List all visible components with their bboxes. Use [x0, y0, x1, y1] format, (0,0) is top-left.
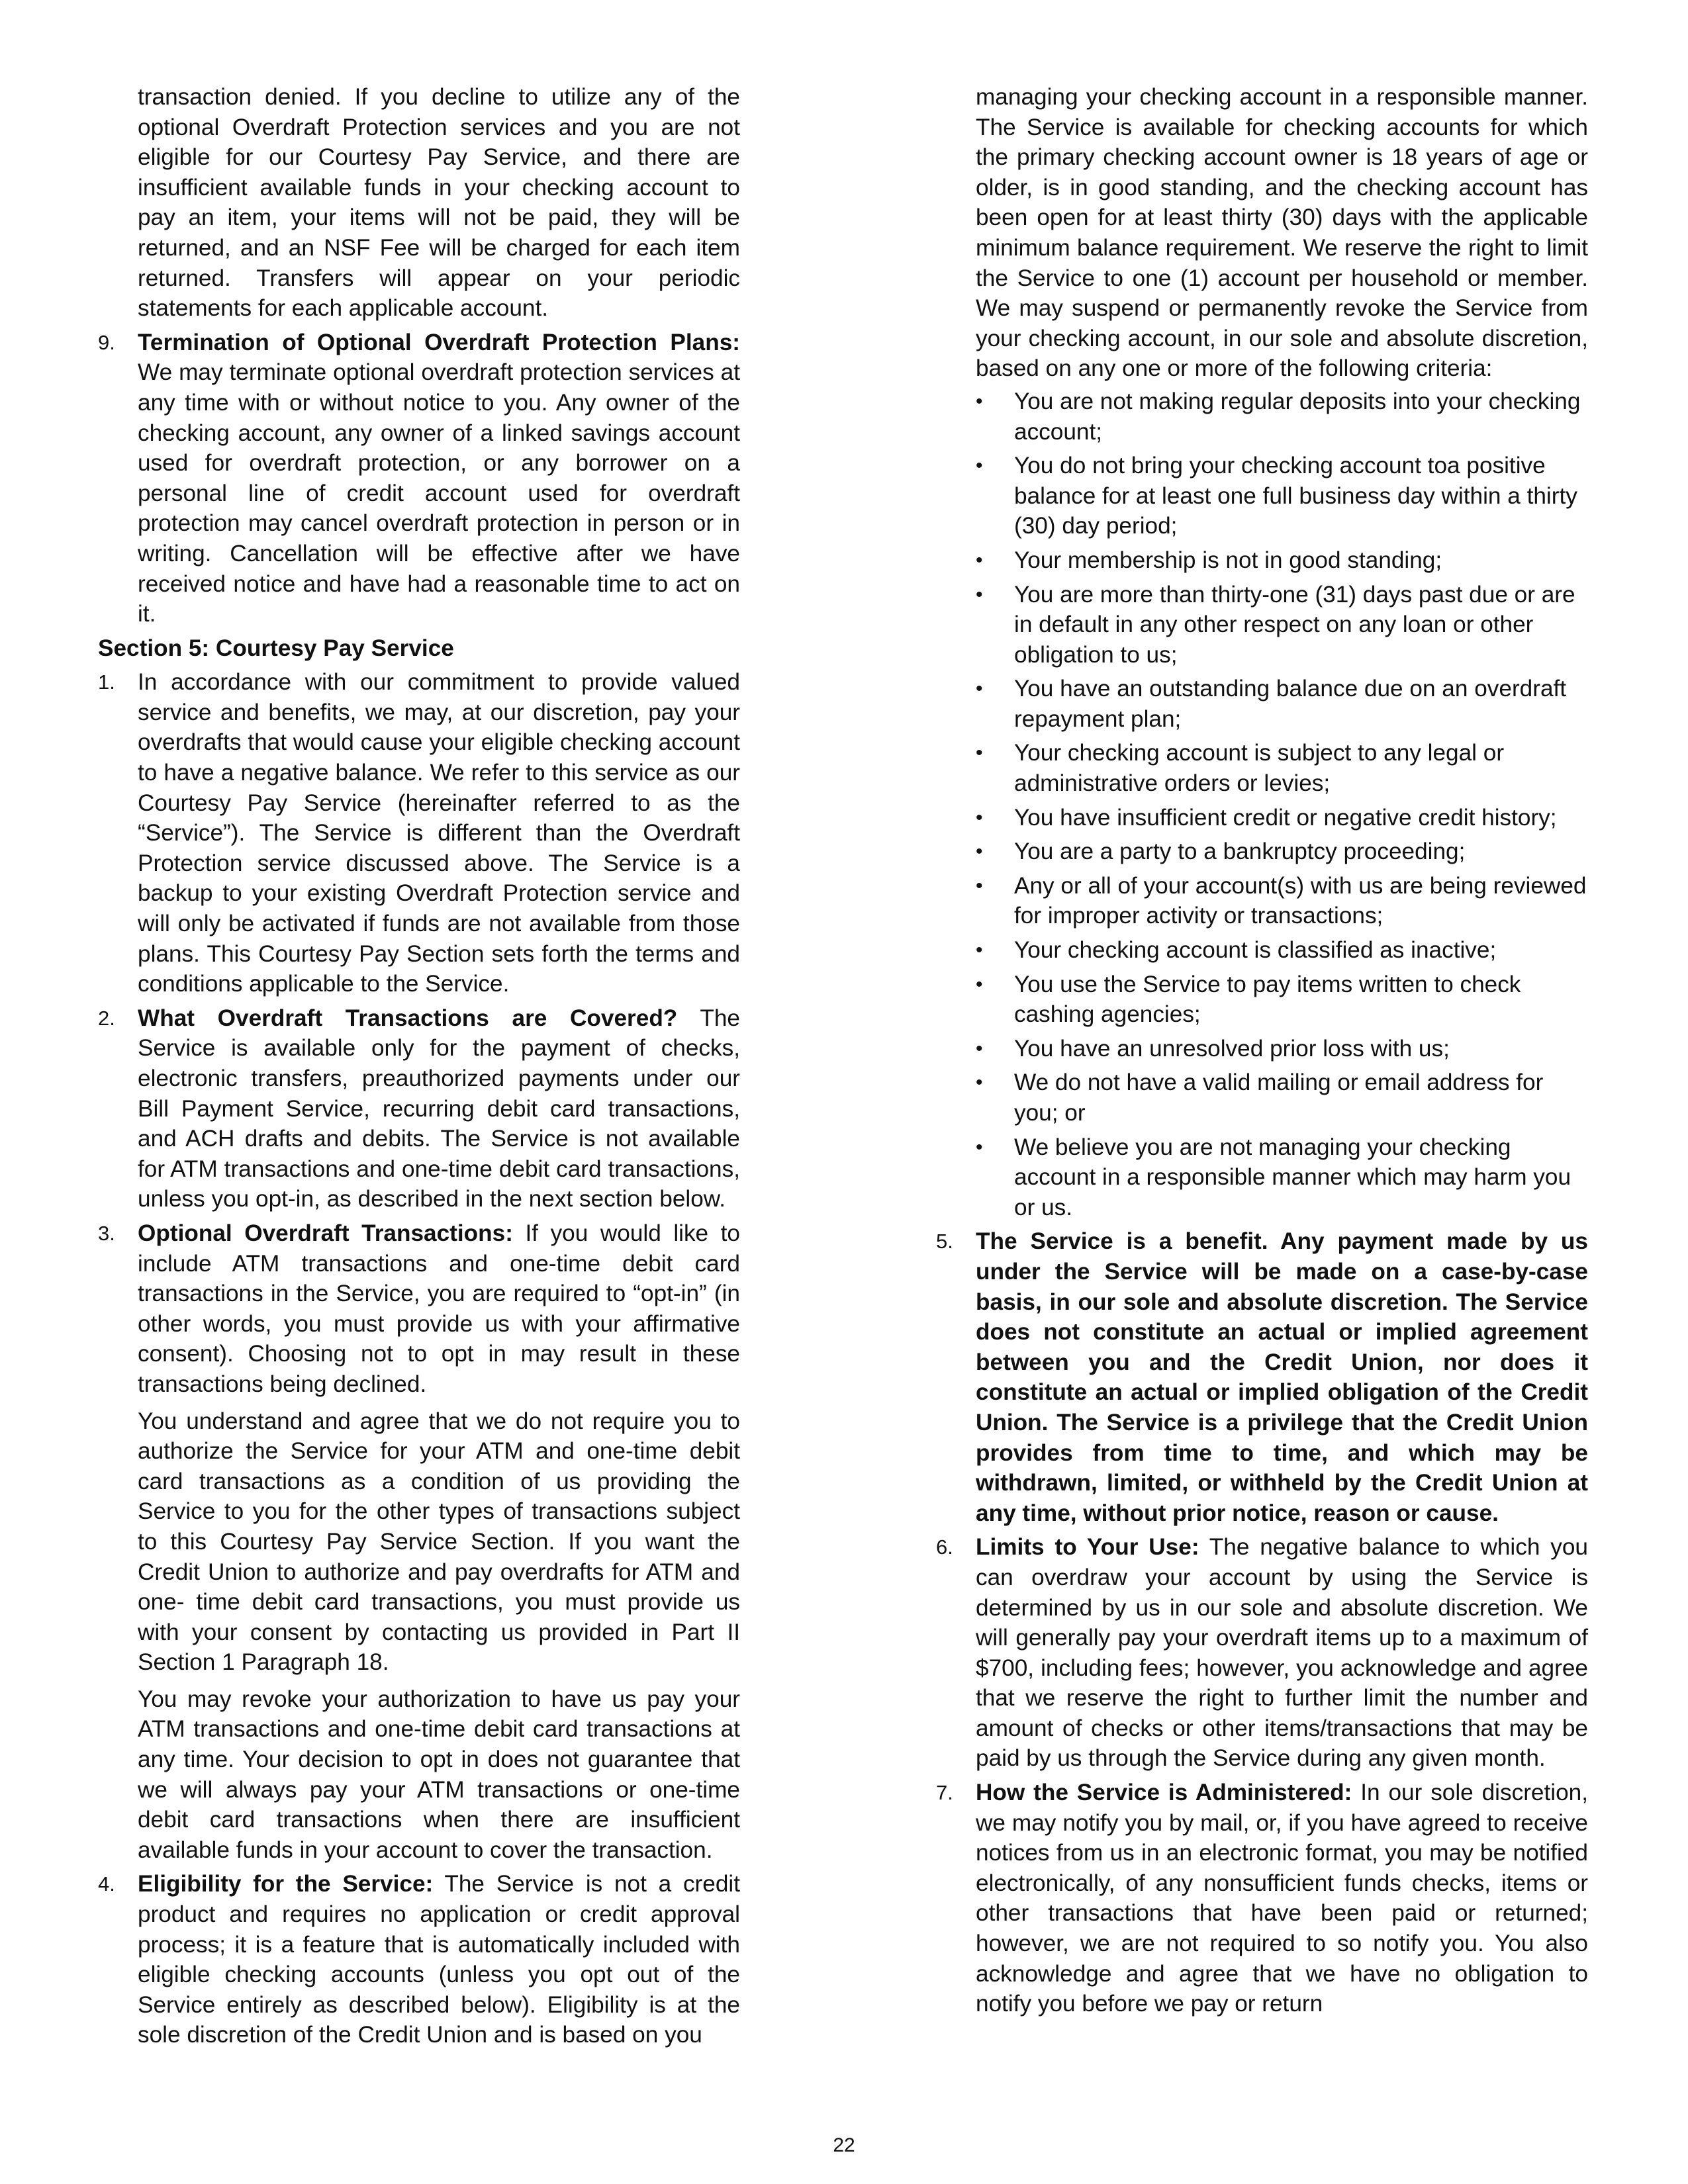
bullet-icon: • — [976, 1071, 983, 1094]
item-5-benefit — [936, 1226, 1588, 1528]
list-item-text: You are a party to a bankruptcy proceeding; — [1014, 839, 1466, 865]
item-number: 3. — [98, 1221, 115, 1245]
section-heading: Section 5: Courtesy Pay Service — [98, 635, 454, 661]
bullet-icon: • — [976, 973, 983, 995]
list-item-text: Any or all of your account(s) with us are being reviewed for improper activity or transactions; — [1014, 872, 1587, 929]
item-paragraph — [138, 1218, 740, 1400]
item-text: The negative balance to which you can overdraw your account by using the Service is determined by us in our sole and absolute discretion. We will generally pay your overdraft items up to a maximum of $700, including fees; however, you acknowledge and agree that we reserve the right to further limit the number and amount of checks or other items/transactions that may be paid by us through the Service during any given month. — [976, 1534, 1588, 1772]
item-paragraph — [976, 1532, 1588, 1774]
list-item — [976, 1132, 1588, 1223]
item-text: We may terminate optional overdraft protection services at any time with or without notice to you. Any owner of the checking account, any owner of a linked savings account used for overdraft protection, or any borrower on a personal line of credit account used for overdraft protection may cancel overdraft protection in person or in writing. Cancellation will be effective after we have received notice and have had a reasonable time to act on it. — [138, 359, 740, 627]
item-paragraph — [138, 1869, 740, 2050]
item-6-limits — [936, 1532, 1588, 1774]
bullet-icon: • — [976, 874, 983, 897]
list-item-text: You have an unresolved prior loss with us; — [1014, 1035, 1450, 1062]
left-column — [98, 82, 740, 2050]
list-item — [976, 803, 1588, 833]
list-item-text: You have an outstanding balance due on an overdraft repayment plan; — [1014, 676, 1567, 732]
list-item — [976, 674, 1588, 734]
bullet-icon: • — [976, 939, 983, 962]
list-item — [976, 935, 1588, 966]
item-number: 2. — [98, 1006, 115, 1030]
continuation-paragraph-right: managing your checking account in a responsible manner. The Service is available for checking accounts for which the primary checking account owner is 18 years of age or older, is in good standing, and the checking account has been open for at least thirty (30) days with the applicable minimum balance requirement. We reserve the right to limit the Service to one (1) account per household or member. We may suspend or permanently revoke the Service from your checking account, in our sole and absolute discretion, based on any one or more of the following criteria: — [976, 84, 1588, 382]
list-item — [976, 545, 1588, 576]
list-item-text: You do not bring your checking account toa positive balance for at least one full business day within a thirty (30) day period; — [1014, 453, 1577, 539]
item-number: 9. — [98, 330, 115, 354]
list-item — [976, 1068, 1588, 1128]
list-item — [976, 837, 1588, 867]
item-1-commitment — [98, 667, 740, 999]
item-title: Optional Overdraft Transactions: — [138, 1220, 513, 1246]
item-number: 6. — [936, 1535, 953, 1559]
item-7-administration — [936, 1778, 1588, 2019]
list-item-text: Your membership is not in good standing; — [1014, 547, 1442, 573]
bullet-icon: • — [976, 678, 983, 700]
continuation-paragraph-left: transaction denied. If you decline to utilize any of the optional Overdraft Protection services and you are not eligible for our Courtesy Pay Service, and there are insufficient available funds in your checking account to pay an item, your items will not be paid, they will be returned, and an NSF Fee will be charged for each item returned. Transfers will appear on your periodic statements for each applicable account. — [138, 84, 740, 322]
item-paragraph — [976, 1778, 1588, 2019]
item-title: What Overdraft Transactions are Covered? — [138, 1005, 678, 1031]
list-item-text: We do not have a valid mailing or email address for you; or — [1014, 1069, 1544, 1126]
list-item — [976, 871, 1588, 931]
item-9-termination — [98, 328, 740, 629]
list-item-text: We believe you are not managing your checking account in a responsible manner which may harm you or us. — [1014, 1134, 1571, 1220]
item-2-covered-transactions — [98, 1003, 740, 1214]
list-item-text: You are not making regular deposits into your checking account; — [1014, 388, 1581, 445]
item-3-optional-transactions — [98, 1218, 740, 1865]
item-paragraph-3: You may revoke your authorization to have us pay your ATM transactions and one-time debit card transactions at any time. Your decision to opt in does not guarantee that we will always pay your ATM transactions or one-time debit card transactions when there are insufficient available funds in your account to cover the transaction. — [138, 1686, 740, 1863]
item-number: 7. — [936, 1781, 953, 1805]
list-item — [976, 580, 1588, 670]
item-paragraph — [138, 328, 740, 629]
bullet-icon: • — [976, 742, 983, 764]
item-title: Termination of Optional Overdraft Protection Plans: — [138, 329, 740, 355]
item-title: Limits to Your Use: — [976, 1534, 1199, 1561]
list-item-text: You have insufficient credit or negative credit history; — [1014, 804, 1557, 831]
list-item-text: You are more than thirty-one (31) days past due or are in default in any other respect on any loan or other obligation to us; — [1014, 581, 1575, 668]
criteria-list — [936, 387, 1588, 1222]
list-item — [976, 387, 1588, 447]
item-number: 5. — [936, 1230, 953, 1253]
item-number: 1. — [98, 670, 115, 694]
item-4-eligibility — [98, 1869, 740, 2050]
list-item-text: You use the Service to pay items written to check cashing agencies; — [1014, 971, 1521, 1028]
item-text: The Service is a benefit. Any payment made by us under the Service will be made on a case-by-case basis, in our sole and absolute discretion. The Service does not constitute an actual or implied agreement between you and the Credit Union, nor does it constitute an actual or implied obligation of the Credit Union. The Service is a privilege that the Credit Union provides from time to time, and which may be withdrawn, limited, or withheld by the Credit Union at any time, without prior notice, reason or cause. — [976, 1228, 1588, 1526]
page-number: 22 — [833, 2134, 855, 2156]
item-text: If you would like to include ATM transactions and one-time debit card transactions in the Service, you are required to “opt-in” (in other words, you must provide us with your affirmative consent). Choosing not to opt in may result in these transactions being declined. — [138, 1220, 740, 1397]
bullet-icon: • — [976, 841, 983, 863]
item-title: How the Service is Administered: — [976, 1780, 1352, 1806]
list-item-text: Your checking account is classified as inactive; — [1014, 937, 1497, 964]
item-paragraph-2: You understand and agree that we do not require you to authorize the Service for your ATM and one-time debit card transactions as a condition of us providing the Service to you for the other types of transactions subject to this Courtesy Pay Service Section. If you want the Credit Union to authorize and pay overdrafts for ATM and one- time debit card transactions, you must provide us with your consent by contacting us provided in Part II Section 1 Paragraph 18. — [138, 1408, 740, 1676]
item-text: In accordance with our commitment to provide valued service and benefits, we may, at our discretion, pay your overdrafts that would cause your eligible checking account to have a negative balance. We refer to this service as our Courtesy Pay Service (hereinafter referred to as the “Service”). The Service is different than the Overdraft Protection service discussed above. The Service is a backup to your existing Overdraft Protection service and will only be activated if funds are not available from those plans. This Courtesy Pay Section sets forth the terms and conditions applicable to the Service. — [138, 669, 740, 997]
list-item — [976, 451, 1588, 541]
item-text: The Service is not a credit product and requires no application or credit approval process; it is a feature that is automatically included with eligible checking accounts (unless you opt out of the Service entirely as described below). Eligibility is at the sole discretion of the Credit Union and is based on you — [138, 1871, 740, 2048]
item-text: In our sole discretion, we may notify you by mail, or, if you have agreed to receive notices from us in an electronic format, you may be notified electronically, of any nonsufficient funds checks, items or other transactions that have been paid or returned; however, we are not required to so notify you. You also acknowledge and agree that we have no obligation to notify you before we pay or return — [976, 1780, 1588, 2017]
item-paragraph — [138, 1003, 740, 1214]
item-text: The Service is available only for the payment of checks, electronic transfers, preauthorized payments under our Bill Payment Service, recurring debit card transactions, and ACH drafts and debits. The Service is not available for ATM transactions and one-time debit card transactions, unless you opt-in, as described in the next section below. — [138, 1005, 740, 1212]
bullet-icon: • — [976, 1037, 983, 1060]
bullet-icon: • — [976, 1136, 983, 1158]
bullet-icon: • — [976, 583, 983, 606]
list-item-text: Your checking account is subject to any legal or administrative orders or levies; — [1014, 740, 1505, 797]
bullet-icon: • — [976, 549, 983, 571]
item-number: 4. — [98, 1872, 115, 1896]
list-item — [976, 970, 1588, 1030]
item-title: Eligibility for the Service: — [138, 1871, 434, 1897]
bullet-icon: • — [976, 455, 983, 477]
bullet-icon: • — [976, 390, 983, 412]
list-item — [976, 1034, 1588, 1064]
bullet-icon: • — [976, 806, 983, 829]
list-item — [976, 738, 1588, 798]
right-column — [936, 82, 1588, 2019]
